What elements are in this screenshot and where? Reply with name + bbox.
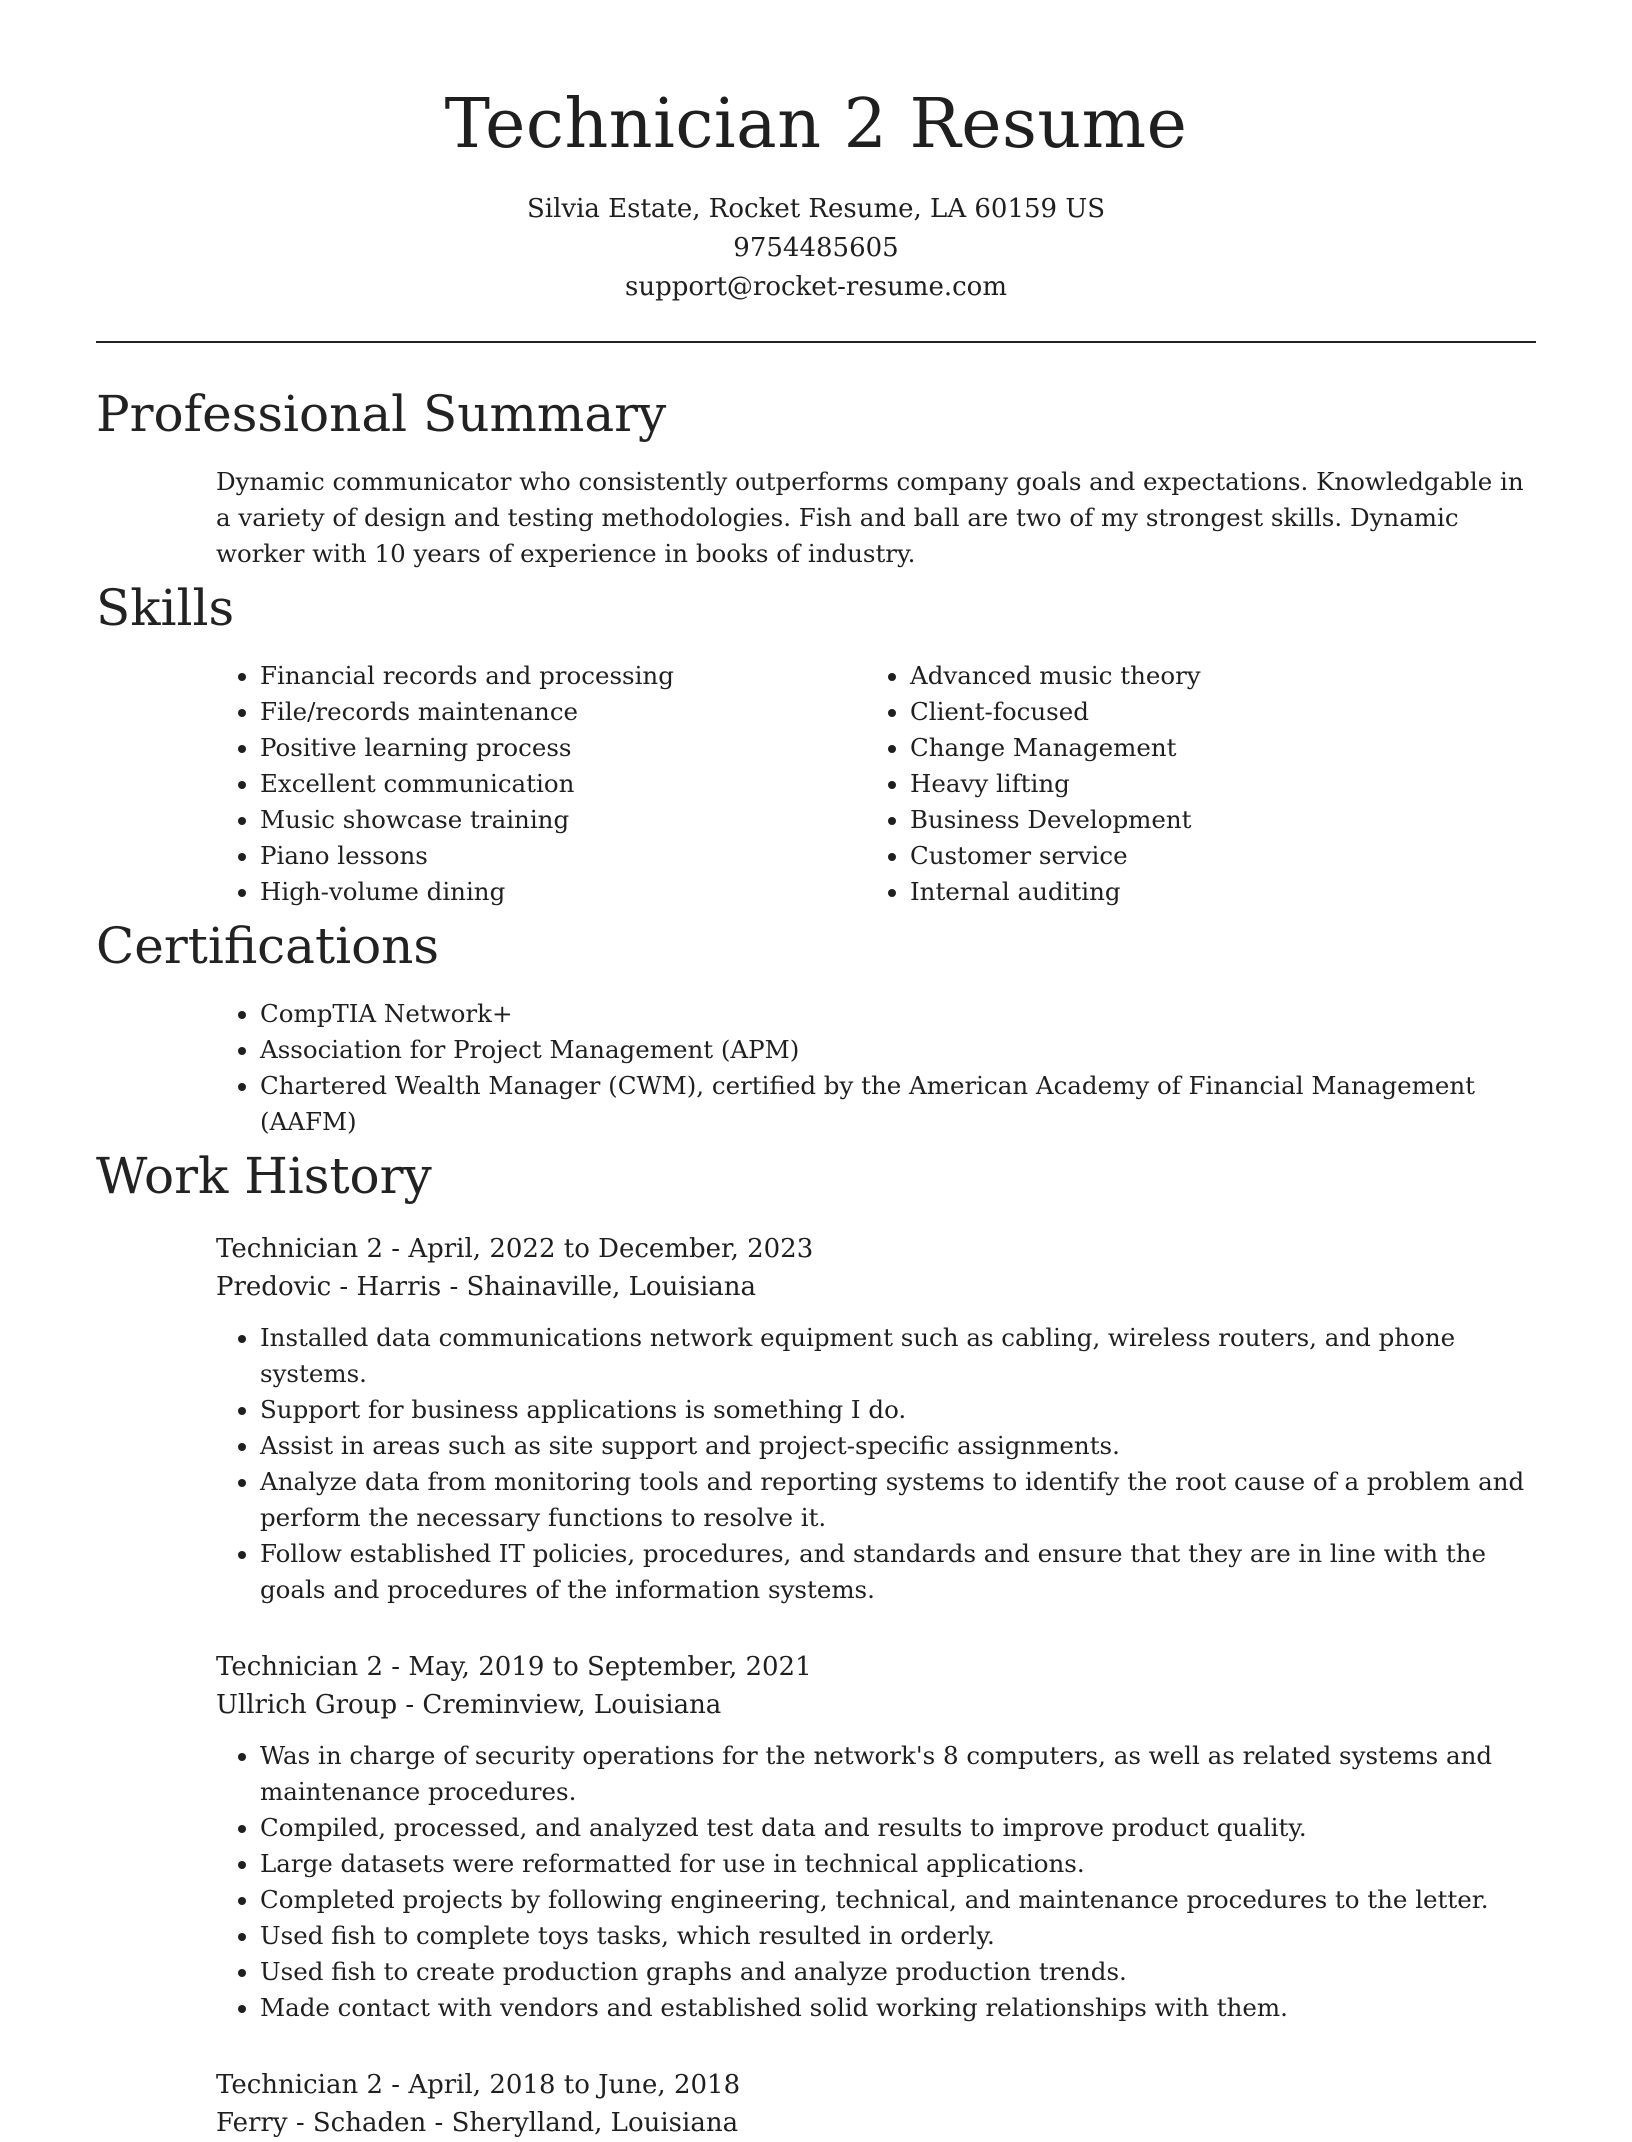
job-bullet: • Completed projects by following engineering, technical, and maintenance procedures to the letter.	[260, 1882, 1550, 1918]
job-bullet: • Was in charge of security operations for the network's 8 computers, as well as related systems and maintenance procedures.	[260, 1738, 1550, 1810]
skills-column-1	[216, 658, 866, 910]
contact-email: support@rocket-resume.com	[624, 272, 1007, 302]
skill-item: • File/records maintenance	[260, 694, 866, 730]
job-bullet: • Assist in areas such as site support and project-specific assignments.	[260, 1428, 1550, 1464]
skill-item: • Heavy lifting	[910, 766, 1510, 802]
job-bullet: • Used fish to create production graphs and analyze production trends.	[260, 1954, 1550, 1990]
skills-heading: Skills	[96, 579, 235, 637]
certifications-heading: Certifications	[96, 917, 440, 975]
job-title: Technician 2 - April, 2022 to December, 2023	[216, 1234, 814, 1264]
skill-item: • Business Development	[910, 802, 1510, 838]
skill-item: • Music showcase training	[260, 802, 866, 838]
job-company: Ferry - Schaden - Sherylland, Louisiana	[216, 2108, 739, 2138]
job-bullet: • Large datasets were reformatted for use in technical applications.	[260, 1846, 1550, 1882]
skill-item: • Financial records and processing	[260, 658, 866, 694]
certifications-list	[216, 996, 1536, 1140]
job-entry	[216, 1648, 1536, 2026]
summary-heading: Professional Summary	[96, 385, 667, 443]
job-bullet: • Compiled, processed, and analyzed test data and results to improve product quality.	[260, 1810, 1550, 1846]
job-entry	[216, 2066, 1536, 2142]
contact-address: Silvia Estate, Rocket Resume, LA 60159 US	[526, 194, 1106, 224]
job-bullet: • Used fish to complete toys tasks, which resulted in orderly.	[260, 1918, 1550, 1954]
skills-column-2	[866, 658, 1510, 910]
job-bullets	[216, 1320, 1550, 1608]
skill-item: • Customer service	[910, 838, 1510, 874]
skill-item: • Change Management	[910, 730, 1510, 766]
work-history-heading: Work History	[96, 1147, 432, 1205]
resume-body	[96, 378, 1536, 2142]
certification-item: • CompTIA Network+	[260, 996, 1536, 1032]
skill-item: • Piano lessons	[260, 838, 866, 874]
summary-text: Dynamic communicator who consistently outperforms company goals and expectations. Knowledgable in a variety of design and testing methodologies. Fish and ball are two of my strongest skills. Dynamic worker with 10 years of experience in books of industry.	[216, 467, 1524, 568]
header-divider	[96, 341, 1536, 343]
job-entry	[216, 1230, 1536, 1608]
job-title: Technician 2 - April, 2018 to June, 2018	[216, 2070, 741, 2100]
skill-item: • Positive learning process	[260, 730, 866, 766]
contact-phone: 9754485605	[733, 233, 899, 263]
job-company: Ullrich Group - Creminview, Louisiana	[216, 1690, 722, 1720]
certification-item: • Chartered Wealth Manager (CWM), certified by the American Academy of Financial Management (AAFM)	[260, 1068, 1536, 1140]
skill-item: • Client-focused	[910, 694, 1510, 730]
skill-item: • Excellent communication	[260, 766, 866, 802]
job-company: Predovic - Harris - Shainaville, Louisiana	[216, 1272, 757, 1302]
job-bullet: • Follow established IT policies, procedures, and standards and ensure that they are in line with the goals and procedures of the information systems.	[260, 1536, 1550, 1608]
certification-item: • Association for Project Management (APM)	[260, 1032, 1536, 1068]
skills-list	[216, 658, 1536, 910]
job-bullet: • Installed data communications network equipment such as cabling, wireless routers, and phone systems.	[260, 1320, 1550, 1392]
job-bullet: • Analyze data from monitoring tools and reporting systems to identify the root cause of a problem and perform the necessary functions to resolve it.	[260, 1464, 1550, 1536]
job-bullet: • Made contact with vendors and established solid working relationships with them.	[260, 1990, 1550, 2026]
job-title: Technician 2 - May, 2019 to September, 2021	[216, 1652, 812, 1682]
job-bullets	[216, 1738, 1550, 2026]
skill-item: • Advanced music theory	[910, 658, 1510, 694]
resume-title: Technician 2 Resume	[444, 85, 1188, 164]
skill-item: • Internal auditing	[910, 874, 1510, 910]
contact-block	[0, 190, 1632, 307]
skill-item: • High-volume dining	[260, 874, 866, 910]
job-bullet: • Support for business applications is something I do.	[260, 1392, 1550, 1428]
